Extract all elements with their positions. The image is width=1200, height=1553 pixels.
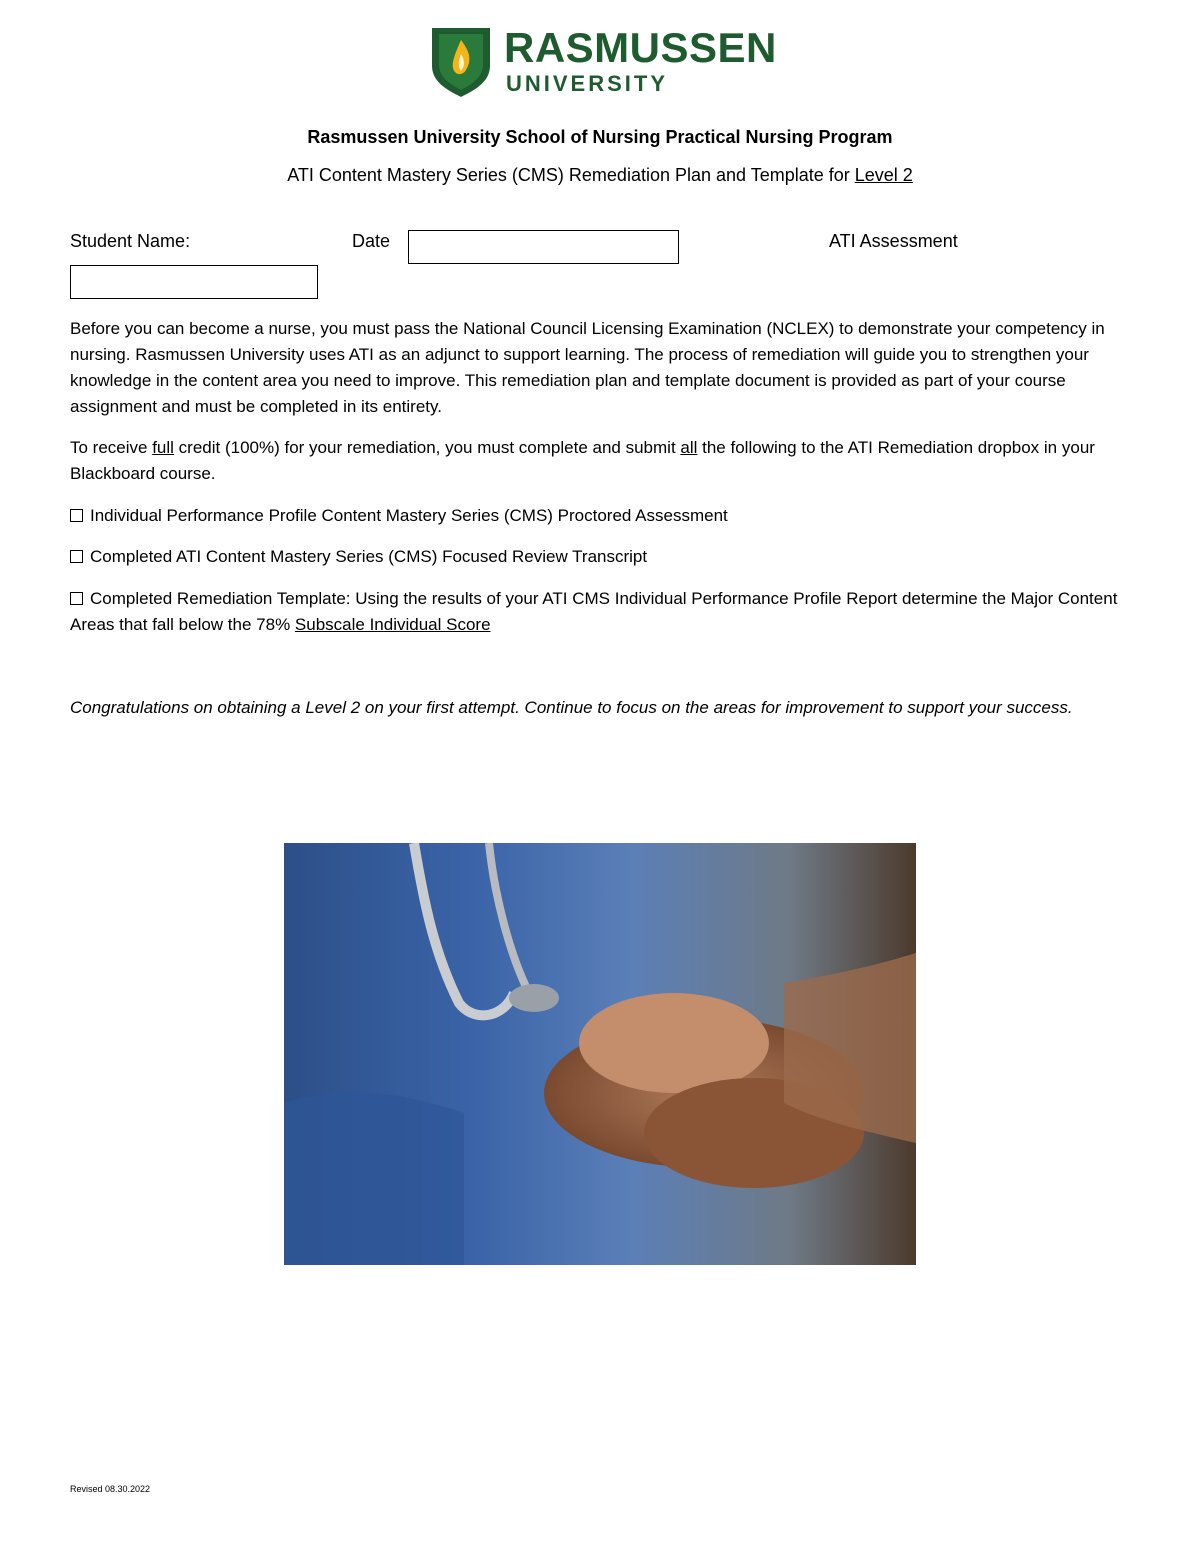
nurse-holding-hands-photo [284,843,916,1265]
student-name-field[interactable] [70,265,318,299]
shield-flame-icon [430,26,492,98]
revision-note: Revised 08.30.2022 [70,1484,151,1494]
university-logo [430,26,775,98]
title-prefix: ATI Content Mastery Series (CMS) Remediation Plan and Template for [287,165,855,185]
logo-subtitle: UNIVERSITY [506,71,669,96]
checklist-item [70,586,1135,638]
title-level: Level 2 [854,165,913,185]
checklist-item [70,503,1135,529]
credit-full: full [152,438,174,457]
document-title [0,165,1200,186]
credit-text-1: To receive [70,438,153,457]
checkbox[interactable] [70,592,83,605]
checkbox[interactable] [70,550,83,563]
logo-wordmark: RASMUSSEN [504,24,777,71]
credit-text-3: the following to the ATI Remediation dropbox in your Blackboard course. [70,438,1095,483]
checklist-item [70,544,1135,570]
checklist-text: Individual Performance Profile Content Mastery Series (CMS) Proctored Assessment [90,506,728,525]
program-heading: Rasmussen University School of Nursing Practical Nursing Program [307,127,893,147]
credit-text-2: credit (100%) for your remediation, you must complete and submit [173,438,681,457]
congrats-message: Congratulations on obtaining a Level 2 on your first attempt. Continue to focus on the areas for improvement to support your success. [70,698,1073,717]
date-label: Date [352,231,391,251]
checklist-text: Completed ATI Content Mastery Series (CMS) Focused Review Transcript [90,547,648,566]
intro-paragraph: Before you can become a nurse, you must pass the National Council Licensing Examination (NCLEX) to demonstrate your competency in nursing. Rasmussen University uses ATI as an adjunct to support learning. The process of remediation will guide you to strengthen your knowledge in the content area you need to improve. This remediation plan and template document is provided as part of your course assignment and must be completed in its entirety. [70,319,1105,416]
subscale-score-link: Subscale Individual Score [294,615,491,634]
checkbox[interactable] [70,509,83,522]
student-name-label: Student Name: [70,231,191,251]
date-field[interactable] [408,230,679,264]
credit-all: all [680,438,698,457]
credit-paragraph [70,435,1135,487]
ati-assessment-label: ATI Assessment [829,231,958,251]
checklist-text: Completed Remediation Template: Using the results of your ATI CMS Individual Performance Profile Report determine the Major Content Areas that fall below the 78% [70,589,1118,634]
